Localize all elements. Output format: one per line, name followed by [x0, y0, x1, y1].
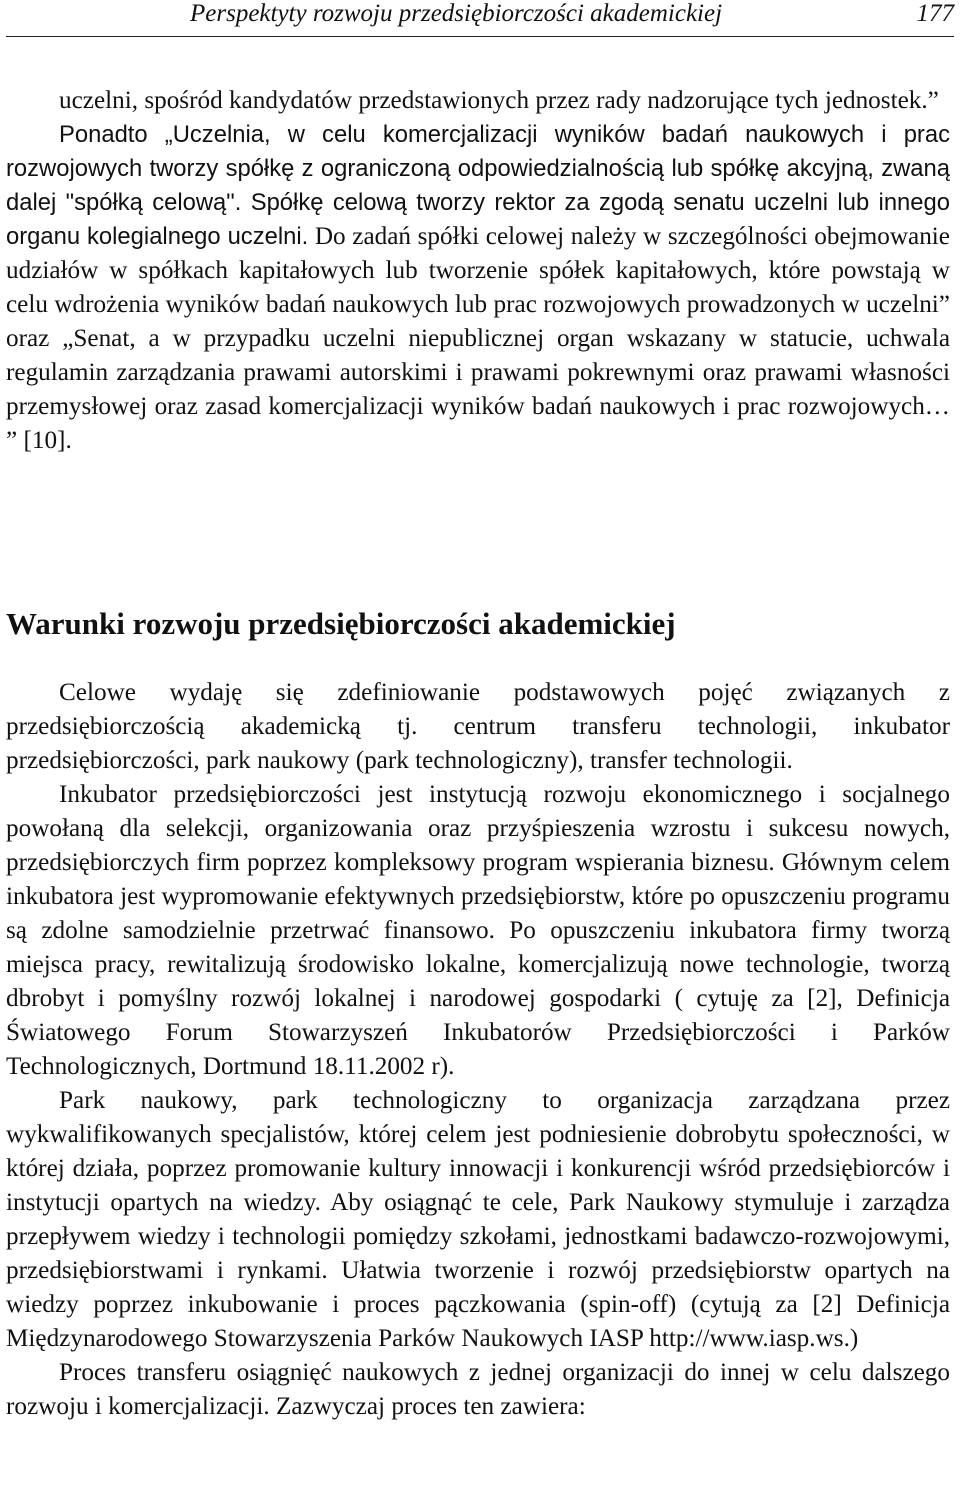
section-heading: Warunki rozwoju przedsiębiorczości akademickiej: [6, 606, 676, 641]
running-header: [6, 0, 954, 37]
paragraph-inkubator: Inkubator przedsiębiorczości jest instytucją rozwoju ekonomicznego i socjalnego powołaną dla selekcji, organizowania oraz przyśpieszenia wzrostu i sukcesu nowych, przedsiębiorczych firm poprzez kompleksowy program wspierania biznesu. Głównym celem inkubatora jest wypromowanie efektywnych przedsiębiorstw, które po opuszczeniu programu są zdolne samodzielnie przetrwać finansowo. Po opuszczeniu inkubatora firmy tworzą miejsca pracy, rewitalizują środowisko lokalne, komercjalizują nowe technologie, tworzą dbrobyt i pomyślny rozwój lokalnej i narodowej gospodarki ( cytuję za [2], Definicja Światowego Forum Stowarzyszeń Inkubatorów Przedsiębiorczości i Parków Technologicznych, Dortmund 18.11.2002 r).: [6, 781, 950, 1080]
paragraph-continuation: uczelni, spośród kandydatów przedstawionych przez rady nadzorujące tych jednostek.”: [59, 87, 939, 114]
page-number: 177: [916, 0, 954, 27]
paragraph-spolka-celowa-rest: Do zadań spółki celowej należy w szczególności obejmowanie udziałów w spółkach kapitałowych lub tworzenie spółek kapitałowych, które powstają w celu wdrożenia wyników badań naukowych lub prac rozwojowych prowadzonych w uczelni” oraz „Senat, a w przypadku uczelni niepublicznej organ wskazany w statucie, uchwala regulamin zarządzania prawami autorskimi i prawami pokrewnymi oraz prawami własności przemysłowej oraz zasad komercjalizacji wyników badań naukowych i prac rozwojowych… ” [10].: [6, 223, 950, 454]
paragraph-park-naukowy: Park naukowy, park technologiczny to organizacja zarządzana przez wykwalifikowanych specjalistów, której celem jest podniesienie dobrobytu społeczności, w której działa, poprzez promowanie kultury innowacji i konkurencji wśród przedsiębiorców i instytucji opartych na wiedzy. Aby osiągnąć te cele, Park Naukowy stymuluje i zarządza przepływem wiedzy i technologii pomiędzy szkołami, jednostkami badawczo-rozwojowymi, przedsiębiorstwami i rynkami. Ułatwia tworzenie i rozwój przedsiębiorstw opartych na wiedzy poprzez inkubowanie i proces pączkowania (spin-off) (cytują za [2] Definicja Międzynarodowego Stowarzyszenia Parków Naukowych IASP http://www.iasp.ws.): [6, 1087, 950, 1352]
running-title: Perspektyty rozwoju przedsiębiorczości akademickiej: [190, 0, 723, 27]
continued-text-block: [6, 84, 950, 458]
quoted-law-text: Ponadto „Uczelnia, w celu komercjalizacji wyników badań naukowych i prac rozwojowych tworzy spółkę z ograniczoną odpowiedzialnością lub spółkę akcyjną, zwaną dalej "spółką celową". Spółkę celową tworzy rektor za zgodą senatu uczelni lub innego organu kolegialnego uczelni.: [6, 121, 950, 250]
section-text-block: [6, 676, 950, 1424]
paragraph-definitions-intro: Celowe wydaję się zdefiniowanie podstawowych pojęć związanych z przedsiębiorczością akademicką tj. centrum transferu technologii, inkubator przedsiębiorczości, park naukowy (park technologiczny), transfer technologii.: [6, 679, 950, 774]
paragraph-spolka-celowa: [6, 118, 950, 458]
paragraph-transfer: Proces transferu osiągnięć naukowych z jednej organizacji do innej w celu dalszego rozwoju i komercjalizacji. Zazwyczaj proces ten zawiera:: [6, 1359, 950, 1420]
